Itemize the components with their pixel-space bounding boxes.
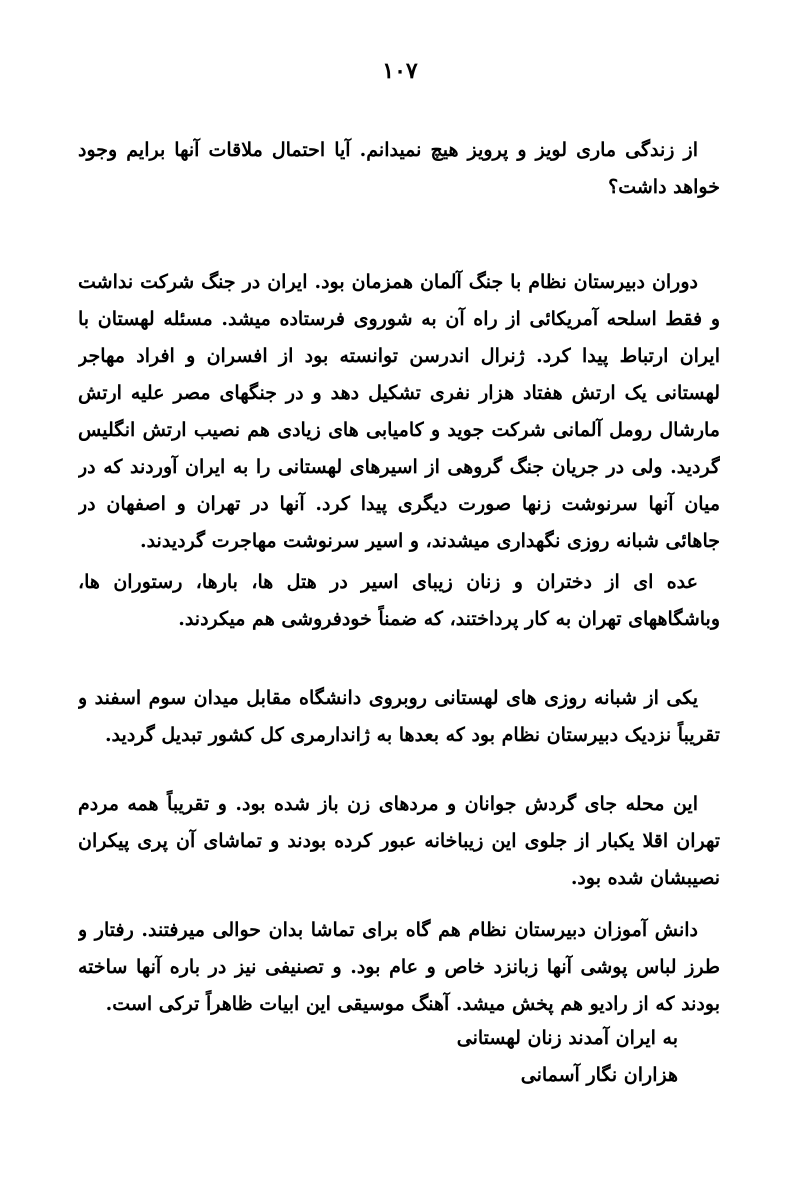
text-line: طرز لباس پوشی آنها زبانزد خاص و عام بود. و تصنیفی نیز در باره آنها ساخته — [78, 956, 720, 978]
text-line: وباشگاههای تهران به کار پرداختند، که ضمناً خودفروشی هم میکردند. — [178, 608, 720, 630]
text-line: میان آنها سرنوشت زنها صورت دیگری پیدا کرد. آنها در تهران و اصفهان در — [78, 493, 720, 515]
text-line: این محله جای گردش جوانان و مردهای زن باز شده بود. و تقریباً همه مردم — [78, 793, 698, 815]
paragraph-3 — [78, 564, 720, 638]
text-line: تقریباً نزدیک دبیرستان نظام بود که بعدها به ژاندارمری کل کشور تبدیل گردید. — [104, 724, 720, 746]
text-line: یکی از شبانه روزی های لهستانی روبروی دانشگاه مقابل میدان سوم اسفند و — [78, 687, 698, 709]
text-line: عده ای از دختران و زنان زیبای اسیر در هتل ها، بارها، رستوران ها، — [78, 571, 698, 593]
paragraph-1 — [78, 132, 720, 206]
text-line: و فقط اسلحه آمریکائی از راه آن به شوروی فرستاده میشد. مسئله لهستان با — [78, 308, 720, 330]
poem-verses — [120, 1020, 720, 1094]
text-line: دانش آموزان دبیرستان نظام هم گاه برای تماشا بدان حوالی میرفتند. رفتار و — [78, 919, 698, 941]
page-number: ۱۰۷ — [382, 58, 418, 84]
text-line: دوران دبیرستان نظام با جنگ آلمان همزمان بود. ایران در جنگ شرکت نداشت — [78, 271, 698, 293]
text-line: جاهائی شبانه روزی نگهداری میشدند، و اسیر سرنوشت مهاجرت گردیدند. — [139, 530, 720, 552]
text-line: تهران اقلا یکبار از جلوی این زیباخانه عبور کرده بودند و تماشای آن پری پیکران — [78, 830, 720, 852]
text-line: از زندگی ماری لویز و پرویز هیچ نمیدانم. آیا احتمال ملاقات آنها برایم وجود — [78, 139, 698, 161]
text-line: خواهد داشت؟ — [608, 176, 720, 198]
text-line: ایران ارتباط پیدا کرد. ژنرال اندرسن توانسته بود از افسران و افراد مهاجر — [78, 345, 720, 367]
paragraph-4 — [78, 680, 720, 754]
paragraph-5 — [78, 786, 720, 897]
text-line: بودند که از رادیو هم پخش میشد. آهنگ موسیقی این ابیات ظاهراً ترکی است. — [105, 993, 720, 1015]
text-line: لهستانی یک ارتش هفتاد هزار نفری تشکیل دهد و در جنگهای مصر علیه ارتش — [78, 382, 720, 404]
text-line: گردید. ولی در جریان جنگ گروهی از اسیرهای لهستانی را به ایران آوردند که در — [78, 456, 720, 478]
poem-line: هزاران نگار آسمانی — [520, 1064, 678, 1086]
paragraph-6 — [78, 912, 720, 1023]
paragraph-2 — [78, 264, 720, 560]
poem-line: به ایران آمدند زنان لهستانی — [456, 1027, 678, 1049]
text-line: نصیبشان شده بود. — [570, 867, 720, 889]
text-line: مارشال رومل آلمانی شرکت جوید و کامیابی های زیادی هم نصیب ارتش انگلیس — [78, 419, 720, 441]
